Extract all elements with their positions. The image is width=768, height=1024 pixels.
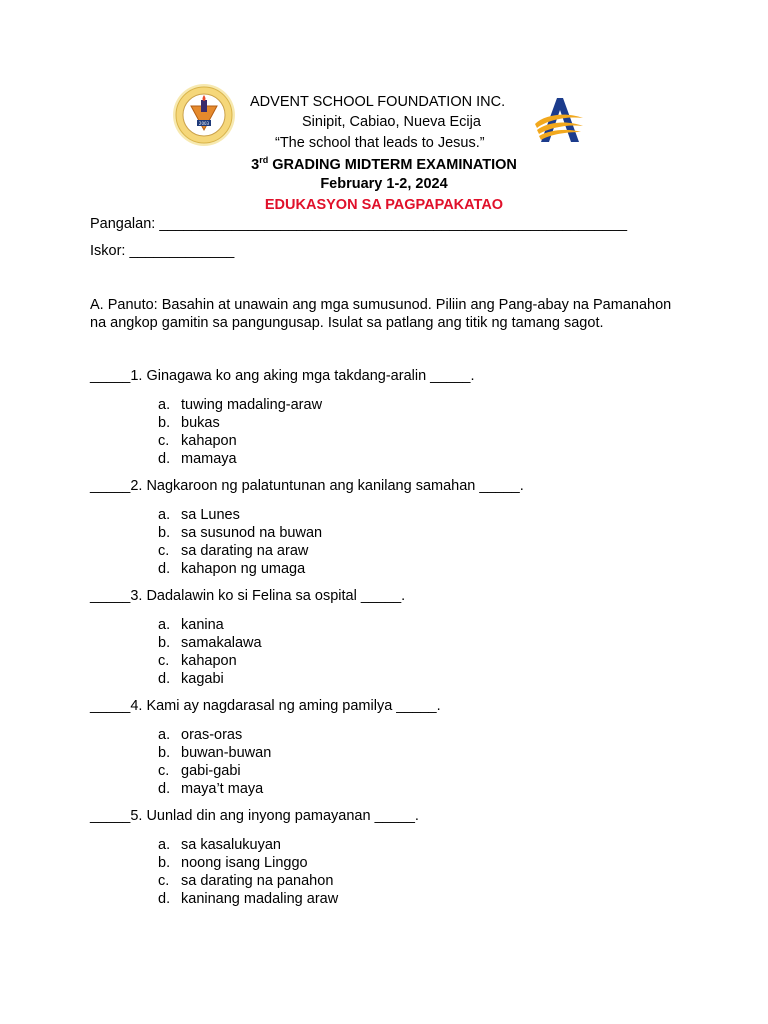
school-seal-logo	[172, 83, 236, 147]
grading-superscript: rd	[259, 155, 269, 165]
choice-4c[interactable]: c. gabi-gabi	[158, 763, 241, 779]
choice-3a[interactable]: a. kanina	[158, 617, 224, 633]
choice-5a[interactable]: a. sa kasalukuyan	[158, 837, 281, 853]
question-1: _____1. Ginagawa ko ang aking mga takdang-aralin _____.	[90, 368, 475, 384]
score-blank[interactable]: _____________	[129, 243, 235, 259]
grading-number: 3	[251, 156, 260, 173]
choice-5d[interactable]: d. kaninang madaling araw	[158, 891, 339, 907]
choice-2c[interactable]: c. sa darating na araw	[158, 543, 309, 559]
score-label: Iskor:	[90, 243, 130, 259]
choice-3b[interactable]: b. samakalawa	[158, 635, 262, 651]
question-4-choices	[158, 726, 271, 798]
exam-title-text: GRADING MIDTERM EXAMINATION	[268, 156, 517, 173]
exam-title	[0, 155, 768, 173]
question-2: _____2. Nagkaroon ng palatuntunan ang kanilang samahan _____.	[90, 478, 524, 494]
choice-2d[interactable]: d. kahapon ng umaga	[158, 561, 306, 577]
choice-4b[interactable]: b. buwan-buwan	[158, 745, 272, 761]
name-blank[interactable]: __________________________________________________________	[159, 216, 628, 232]
score-field[interactable]	[90, 243, 234, 259]
name-label: Pangalan:	[90, 216, 160, 232]
choice-1a[interactable]: a. tuwing madaling-araw	[158, 397, 323, 413]
a-mark-logo	[533, 96, 585, 146]
exam-date: February 1-2, 2024	[320, 176, 448, 192]
choice-1b[interactable]: b. bukas	[158, 415, 220, 431]
question-2-choices	[158, 506, 322, 578]
school-address: Sinipit, Cabiao, Nueva Ecija	[302, 114, 481, 130]
question-1-choices	[158, 396, 322, 468]
choice-2b[interactable]: b. sa susunod na buwan	[158, 525, 323, 541]
subject-title: EDUKASYON SA PAGPAPAKATAO	[264, 197, 504, 213]
choice-3c[interactable]: c. kahapon	[158, 653, 237, 669]
seal-year: 2003	[198, 121, 210, 126]
question-5-choices	[158, 836, 338, 908]
question-4: _____4. Kami ay nagdarasal ng aming pamilya _____.	[90, 698, 441, 714]
choice-3d[interactable]: d. kagabi	[158, 671, 224, 687]
choice-1c[interactable]: c. kahapon	[158, 433, 237, 449]
question-5: _____5. Uunlad din ang inyong pamayanan _____.	[90, 808, 419, 824]
choice-1d[interactable]: d. mamaya	[158, 451, 237, 467]
instructions: A. Panuto: Basahin at unawain ang mga sumusunod. Piliin ang Pang-abay na Pamanahon na angkop gamitin sa pangungusap. Isulat sa patlang ang titik ng tamang sagot.	[90, 297, 672, 331]
choice-5c[interactable]: c. sa darating na panahon	[158, 873, 334, 889]
name-field[interactable]	[90, 216, 627, 232]
question-3: _____3. Dadalawin ko si Felina sa ospital _____.	[90, 588, 406, 604]
choice-4d[interactable]: d. maya’t maya	[158, 781, 264, 797]
choice-4a[interactable]: a. oras-oras	[158, 727, 243, 743]
choice-2a[interactable]: a. sa Lunes	[158, 507, 240, 523]
choice-5b[interactable]: b. noong isang Linggo	[158, 855, 308, 871]
question-3-choices	[158, 616, 262, 688]
school-motto: “The school that leads to Jesus.”	[275, 135, 485, 151]
school-name: ADVENT SCHOOL FOUNDATION INC.	[250, 94, 506, 110]
